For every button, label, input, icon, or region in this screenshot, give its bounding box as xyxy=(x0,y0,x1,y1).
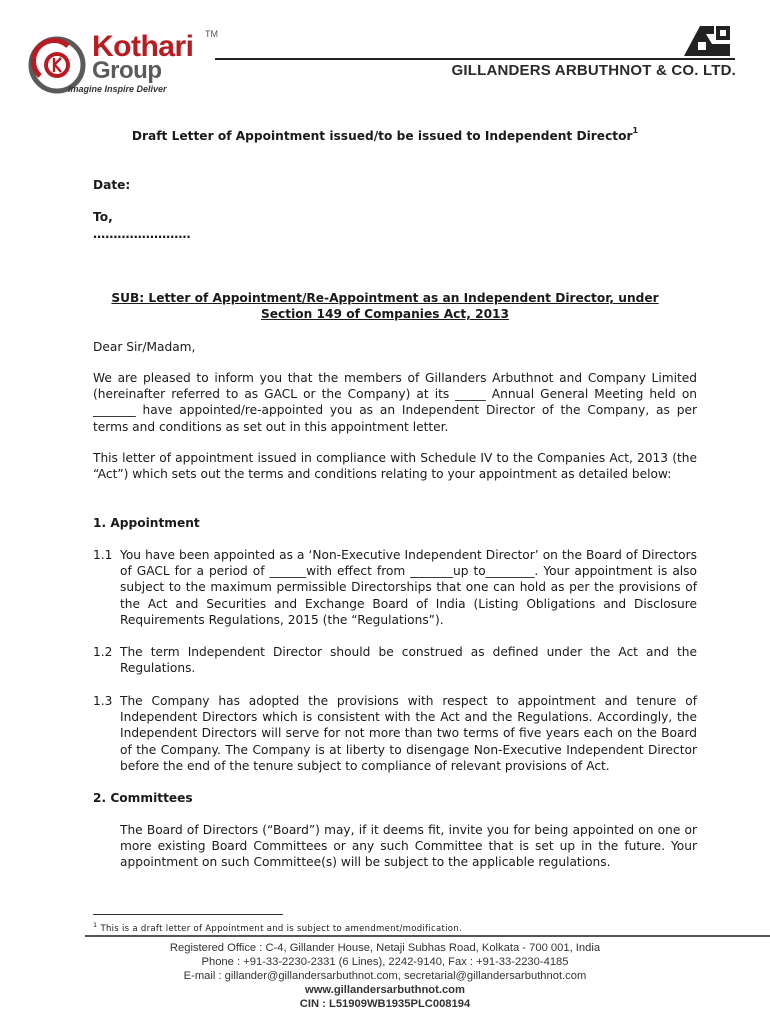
kothari-group-logo xyxy=(28,32,218,96)
footer-divider xyxy=(85,935,770,937)
company-name: GILLANDERS ARBUTHNOT & CO. LTD. xyxy=(451,62,736,79)
footnote xyxy=(93,920,462,935)
item-number: 1.2 xyxy=(93,645,113,659)
footer-website: www.gillandersarbuthnot.com xyxy=(305,984,465,996)
salutation: Dear Sir/Madam, xyxy=(93,340,196,354)
footnote-divider xyxy=(93,914,283,915)
subject-line-2: Section 149 of Companies Act, 2013 xyxy=(260,307,510,321)
subject-line-1: SUB: Letter of Appointment/Re-Appointment as an Independent Director, under xyxy=(111,291,659,305)
footer-phone: Phone : +91-33-2230-2331 (6 Lines), 2242-9140, Fax : +91-33-2230-4185 xyxy=(201,956,569,968)
footer-cin: CIN : L51909WB1935PLC008194 xyxy=(299,998,471,1010)
committees-paragraph: The Board of Directors (“Board”) may, if it deems fit, invite you for being appointed on one or more existing Board Committees or any such Committee that is set up in the future. Your appointment on such Committee(s) will be subject to the applicable regulations. xyxy=(120,823,697,870)
kothari-brand-group: Group xyxy=(92,57,162,84)
kothari-tagline: Imagine Inspire Deliver xyxy=(68,84,167,94)
footer-registered-office: Registered Office : C-4, Gillander House, Netaji Subhas Road, Kolkata - 700 001, India xyxy=(169,942,601,954)
footnote-text: This is a draft letter of Appointment and is subject to amendment/modification. xyxy=(100,923,462,934)
item-number: 1.3 xyxy=(93,694,113,708)
intro-paragraph: We are pleased to inform you that the members of Gillanders Arbuthnot and Company Limited (hereinafter referred to as GACL or the Company) at its _____ Annual General Meeting held on _______ have appointed/re-appointed you as an Independent Director of the Company, as per terms and conditions as set out in this appointment letter. xyxy=(93,371,697,434)
header-divider xyxy=(215,58,735,60)
gillanders-logo-icon xyxy=(680,22,734,58)
item-text: The term Independent Director should be construed as defined under the Act and the Regulations. xyxy=(120,645,697,676)
list-item xyxy=(93,693,697,774)
to-label: To, xyxy=(93,210,113,224)
footnote-ref: 1 xyxy=(93,921,98,929)
section-heading-committees: 2. Committees xyxy=(93,791,193,805)
page-title-text: Draft Letter of Appointment issued/to be issued to Independent Director xyxy=(131,129,633,143)
item-number: 1.1 xyxy=(93,548,113,562)
list-item xyxy=(93,644,697,676)
schedule-paragraph: This letter of appointment issued in compliance with Schedule IV to the Companies Act, 2013 (the “Act”) which sets out the terms and conditions relating to your appointment as detailed below: xyxy=(93,451,697,482)
trademark-mark: TM xyxy=(205,29,218,39)
title-footnote-ref: 1 xyxy=(632,125,639,135)
section-heading-appointment: 1. Appointment xyxy=(93,516,200,530)
date-label: Date: xyxy=(93,178,131,192)
item-text: You have been appointed as a ‘Non-Executive Independent Director’ on the Board of Directors of GACL for a period of ______with effect from _______up to________. Your appointment is also subject to the maximum permissible Directorships that one can hold as per the provisions of the Act and Securities and Exchange Board of India (Listing Obligations and Disclosure Requirements Regulations, 2015 (the “Regulations”). xyxy=(120,548,697,627)
kothari-brand-word: Kothari xyxy=(92,30,194,63)
addressee-placeholder: …………………… xyxy=(93,227,191,241)
list-item xyxy=(93,547,697,628)
page-title xyxy=(0,125,770,144)
item-text: The Company has adopted the provisions with respect to appointment and tenure of Independent Directors which is consistent with the Act and the Regulations. Accordingly, the Independent Directors will serve for not more than two terms of five years each on the Board of the Company. The Company is at liberty to disengage Non-Executive Independent Director before the end of the tenure subject to compliance of relevant provisions of Act. xyxy=(120,694,697,773)
footer-email: E-mail : gillander@gillandersarbuthnot.com, secretarial@gillandersarbuthnot.com xyxy=(183,970,587,982)
